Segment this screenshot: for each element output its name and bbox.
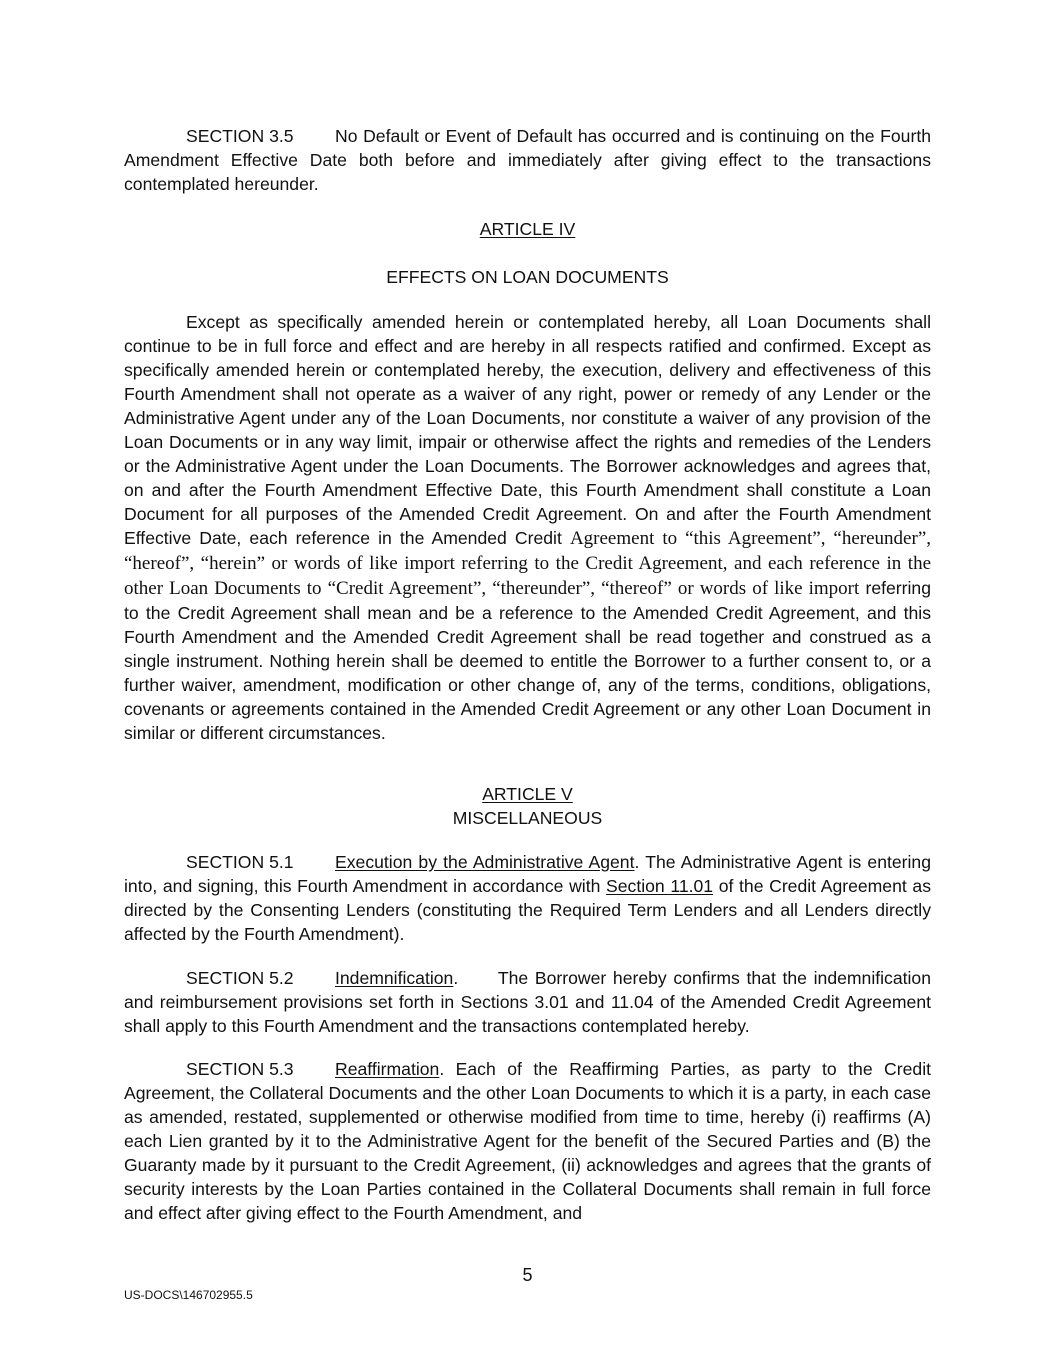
section-text: . Each of the Reaffirming Parties, as party to the Credit Agreement, the Collateral Documents and the other Loan Documents to which it is a party, in each case as amended, restated, supplemented or otherwise modified from time to time, hereby (i) reaffirms (A) each Lien granted by it to the Administrative Agent for the benefit of the Secured Parties and (B) the Guaranty made by it pursuant to the Credit Agreement, (ii) acknowledges and agrees that the grants of security interests by the Loan Parties contained in the Collateral Documents shall remain in full force and effect after giving effect to the Fourth Amendment, and: [124, 1059, 931, 1223]
document-id: US-DOCS\146702955.5: [124, 1288, 253, 1302]
article-text-serif: Agreement to “this Agreement”, “hereunder”, “hereof”, “herein” or words of like import referring to the Credit Agreement, and each reference in the other Loan Documents to “Credit Agreement”, “thereunder”, “thereof” or words of like import: [124, 528, 931, 599]
article-title: EFFECTS ON LOAN DOCUMENTS: [386, 267, 669, 287]
section-number: SECTION 5.3: [186, 1059, 294, 1079]
article-heading: ARTICLE V: [482, 784, 573, 804]
section-number: SECTION 5.2: [186, 968, 294, 988]
section-caption: Execution by the Administrative Agent: [335, 852, 635, 872]
section-text: . The Borrower hereby confirms that the indemnification and reimbursement provisions set forth in Sections 3.01 and 11.04 of the Amended Credit Agreement shall apply to this Fourth Amendment and the transactions contemplated hereby.: [124, 968, 936, 1036]
section-5-2: [124, 966, 936, 1038]
article-iv-heading: [124, 217, 931, 241]
section-text: No Default or Event of Default has occurred and is continuing on the Fourth Amendment Effective Date both before and immediately after giving effect to the transactions contemplated hereunder.: [124, 126, 931, 194]
article-heading: ARTICLE IV: [479, 219, 576, 239]
section-reference: Section 11.01: [606, 876, 714, 896]
section-text: of the Credit Agreement as directed by the Consenting Lenders (constituting the Required Term Lenders and all Lenders directly affected by the Fourth Amendment).: [124, 876, 931, 944]
article-iv-title: [124, 265, 931, 289]
section-caption: Reaffirmation: [335, 1059, 440, 1079]
section-5-3: [124, 1057, 931, 1225]
article-title: MISCELLANEOUS: [452, 808, 603, 828]
article-text-part1: Except as specifically amended herein or contemplated hereby, all Loan Documents shall continue to be in full force and effect and are hereby in all respects ratified and confirmed. Except as specifically amended herein or contemplated hereby, the execution, delivery and effectiveness of this Fourth Amendment shall not operate as a waiver of any right, power or remedy of any Lender or the Administrative Agent under any of the Loan Documents, nor constitute a waiver of any provision of the Loan Documents or in any way limit, impair or otherwise affect the rights and remedies of the Lenders or the Administrative Agent under the Loan Documents. The Borrower acknowledges and agrees that, on and after the Fourth Amendment Effective Date, this Fourth Amendment shall constitute a Loan Document for all purposes of the Amended Credit Agreement. On and after the Fourth Amendment Effective Date, each reference in the Amended Credit: [124, 312, 931, 548]
section-caption: Indemnification: [335, 968, 454, 988]
section-number: SECTION 3.5: [186, 126, 294, 146]
article-iv-body: [124, 310, 931, 745]
section-5-1: [124, 850, 931, 946]
section-number: SECTION 5.1: [186, 852, 294, 872]
page-number: 5: [522, 1265, 533, 1285]
article-text-part2: referring to the Credit Agreement shall mean and be a reference to the Amended Credit Agreement, and this Fourth Amendment and the Amended Credit Agreement shall be read together and construed as a single instrument. Nothing herein shall be deemed to entitle the Borrower to a further consent to, or a further waiver, amendment, modification or other change of, any of the terms, conditions, obligations, covenants or agreements contained in the Amended Credit Agreement or any other Loan Document in similar or different circumstances.: [124, 578, 932, 743]
article-v-header: [124, 782, 931, 830]
section-text: . The Administrative Agent is entering into, and signing, this Fourth Amendment in accordance with: [124, 852, 931, 896]
section-3-5: [124, 124, 931, 196]
